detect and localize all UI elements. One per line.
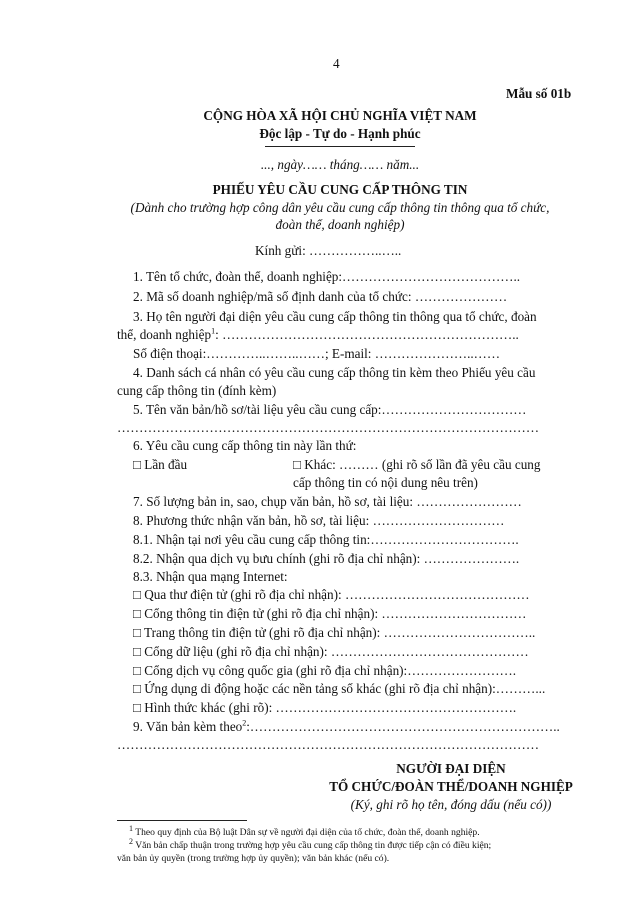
- item-6-other-checkbox[interactable]: □ Khác: ……… (ghi rõ số lần đã yêu cầu cung: [293, 457, 541, 472]
- form-title: PHIẾU YÊU CẦU CUNG CẤP THÔNG TIN: [212, 182, 468, 197]
- signature-title-2: TỔ CHỨC/ĐOÀN THỂ/DOANH NGHIỆP: [329, 779, 573, 794]
- item-8-3-internet: 8.3. Nhận qua mạng Internet:: [133, 569, 288, 584]
- signature-title-1: NGƯỜI ĐẠI DIỆN: [396, 761, 506, 776]
- item-9-dots: ……………………………………………………………………………………: [117, 737, 539, 752]
- item-8-3-public-service-checkbox[interactable]: □ Cổng dịch vụ công quốc gia (ghi rõ địa chỉ nhận):…………………….: [133, 663, 517, 678]
- country-title: CỘNG HÒA XÃ HỘI CHỦ NGHĨA VIỆT NAM: [203, 108, 477, 123]
- form-code: Mẫu số 01b: [506, 86, 572, 101]
- motto-underline: [265, 146, 415, 147]
- page-number: 4: [333, 56, 340, 71]
- item-6-first-checkbox[interactable]: □ Lần đầu: [133, 457, 188, 472]
- item-6-other-cont: cấp thông tin có nội dung nêu trên): [293, 475, 478, 490]
- item-3-contact: Số điện thoại:…………..……..……; E-mail: …………………..……: [133, 346, 501, 361]
- item-4-list-cont: cung cấp thông tin (đính kèm): [117, 383, 277, 398]
- form-subtitle-line1: (Dành cho trường hợp công dân yêu cầu cung cấp thông tin thông qua tổ chức,: [130, 200, 550, 215]
- date-line: ..., ngày…… tháng…… năm...: [260, 157, 420, 172]
- item-6-times: 6. Yêu cầu cung cấp thông tin này lần thứ:: [133, 438, 357, 453]
- item-4-list: 4. Danh sách cá nhân có yêu cầu cung cấp thông tin kèm theo Phiếu yêu cầu: [133, 365, 536, 380]
- item-8-2-postal: 8.2. Nhận qua dịch vụ bưu chính (ghi rõ địa chỉ nhận): ………………….: [133, 551, 520, 566]
- footnote-2: $^2$ Văn bản chấp thuận trong trường hợp yêu cầu cung cấp thông tin được tiếp cận có điều kiện;: [129, 836, 492, 851]
- form-subtitle-line2: đoàn thể, doanh nghiệp): [275, 217, 405, 232]
- item-9-attachments: 9. Văn bản kèm theo$^2$:……………………………………………………………..: [133, 718, 560, 734]
- item-8-3-mobile-app-checkbox[interactable]: □ Ứng dụng di động hoặc các nền tảng số khác (ghi rõ địa chỉ nhận):………...: [133, 681, 546, 696]
- item-3-representative: 3. Họ tên người đại diện yêu cầu cung cấp thông tin thông qua tổ chức, đoàn: [133, 309, 537, 324]
- signature-instruction: (Ký, ghi rõ họ tên, đóng dấu (nếu có)): [350, 797, 552, 812]
- item-8-3-data-portal-checkbox[interactable]: □ Cổng dữ liệu (ghi rõ địa chỉ nhận): ………………………………………: [133, 644, 529, 659]
- footnote-2-cont: văn bản ủy quyền (trong trường hợp ủy quyền); văn bản khác (nếu có).: [117, 853, 390, 864]
- footnote-1: $^1$ Theo quy định của Bộ luật Dân sự về người đại diện của tổ chức, đoàn thể, doanh nghiệp.: [129, 823, 480, 838]
- item-8-1-in-person: 8.1. Nhận tại nơi yêu cầu cung cấp thông tin:…………………………….: [133, 532, 519, 547]
- item-8-method: 8. Phương thức nhận văn bản, hồ sơ, tài liệu: …………………………: [133, 513, 505, 528]
- item-8-3-website-checkbox[interactable]: □ Trang thông tin điện tử (ghi rõ địa chỉ nhận): ……………………………..: [133, 625, 536, 640]
- footnote-separator: [117, 820, 247, 821]
- item-5-documents: 5. Tên văn bản/hồ sơ/tài liệu yêu cầu cung cấp:……………………………: [133, 402, 527, 417]
- motto: Độc lập - Tự do - Hạnh phúc: [259, 126, 421, 141]
- item-8-3-email-checkbox[interactable]: □ Qua thư điện tử (ghi rõ địa chỉ nhận): ……………………………………: [133, 587, 530, 602]
- item-3-representative-cont: thể, doanh nghiệp$^1$: …………………………………………………………..: [117, 326, 519, 342]
- item-7-copies: 7. Số lượng bản in, sao, chụp văn bản, hồ sơ, tài liệu: ……………………: [133, 494, 522, 509]
- item-8-3-other-checkbox[interactable]: □ Hình thức khác (ghi rõ): ……………………………………………….: [133, 700, 517, 715]
- item-5-dots: ……………………………………………………………………………………: [117, 420, 539, 435]
- recipient-line: Kính gửi: ……………..…..: [255, 243, 402, 258]
- item-8-3-portal-checkbox[interactable]: □ Cổng thông tin điện tử (ghi rõ địa chỉ nhận): ……………………………: [133, 606, 527, 621]
- item-1-org-name: 1. Tên tổ chức, đoàn thể, doanh nghiệp:…………………………………..: [133, 269, 521, 284]
- item-2-org-code: 2. Mã số doanh nghiệp/mã số định danh của tổ chức: …………………: [133, 289, 508, 304]
